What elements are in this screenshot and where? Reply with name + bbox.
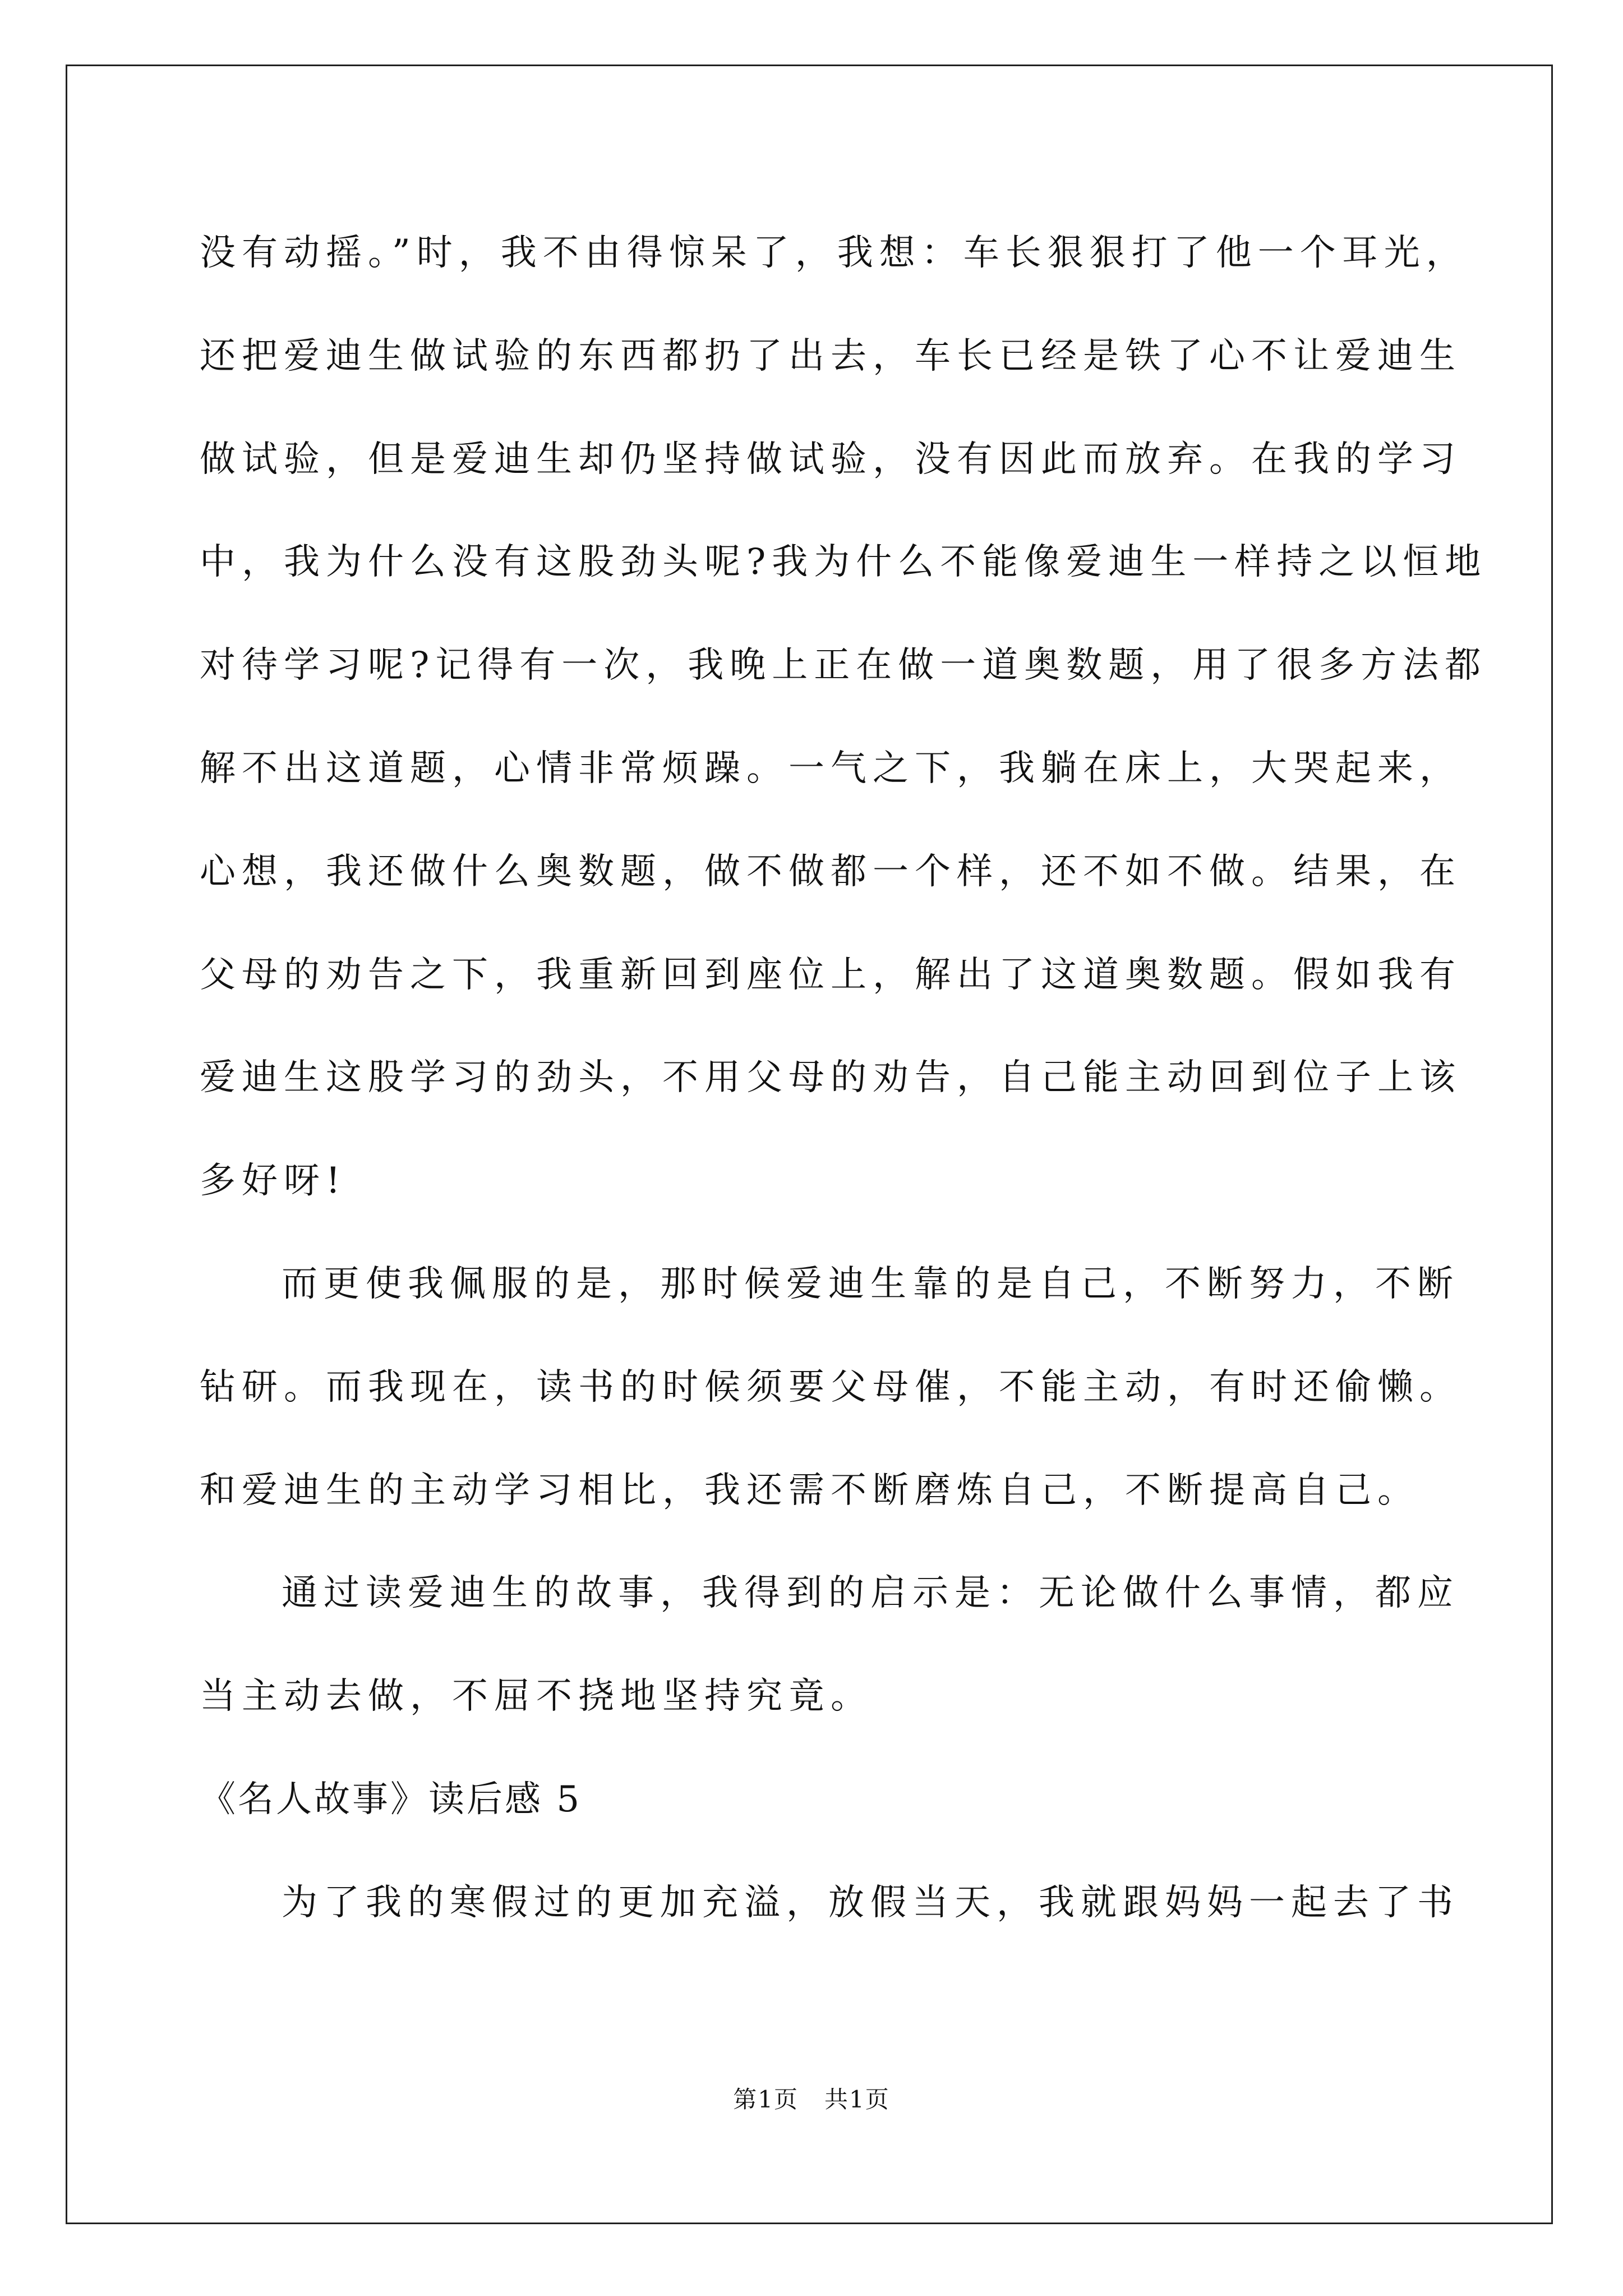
paragraph-line-2: 钻研。而我现在，读书的时候须要父母催，不能主动，有时还偷懒。 xyxy=(200,1366,1461,1408)
body-line-10: 多好呀! xyxy=(200,1160,347,1202)
body-line-6: 解不出这道题，心情非常烦躁。一气之下，我躺在床上，大哭起来， xyxy=(200,748,1461,789)
body-line-9: 爱迪生这股学习的劲头，不用父母的劝告，自己能主动回到位子上该 xyxy=(200,1057,1461,1098)
body-line-4: 中，我为什么没有这股劲头呢?我为什么不能像爱迪生一样持之以恒地 xyxy=(200,541,1487,583)
page-footer: 第1页 共1页 xyxy=(733,2086,890,2113)
paragraph-line-3: 和爱迪生的主动学习相比，我还需不断磨炼自己，不断提高自己。 xyxy=(200,1470,1419,1511)
body-line-7: 心想，我还做什么奥数题，做不做都一个样，还不如不做。结果，在 xyxy=(200,851,1461,892)
body-line-3: 做试验，但是爱迪生却仍坚持做试验，没有因此而放弃。在我的学习 xyxy=(200,439,1461,480)
paragraph-line-5: 当主动去做，不屈不挠地坚持究竟。 xyxy=(200,1676,873,1717)
paragraph-line-1: 而更使我佩服的是，那时候爱迪生靠的是自己，不断努力，不断 xyxy=(282,1263,1459,1305)
body-line-2: 还把爱迪生做试验的东西都扔了出去，车长已经是铁了心不让爱迪生 xyxy=(200,335,1461,377)
paragraph-line-6: 为了我的寒假过的更加充溢，放假当天，我就跟妈妈一起去了书 xyxy=(282,1882,1459,1924)
body-line-5: 对待学习呢?记得有一次，我晚上正在做一道奥数题，用了很多方法都 xyxy=(200,645,1487,686)
body-line-1: 没有动摇。”时，我不由得惊呆了，我想：车长狠狠打了他一个耳光， xyxy=(200,232,1468,274)
paragraph-line-4: 通过读爱迪生的故事，我得到的启示是：无论做什么事情，都应 xyxy=(282,1572,1459,1614)
body-line-8: 父母的劝告之下，我重新回到座位上，解出了这道奥数题。假如我有 xyxy=(200,954,1461,996)
section-heading: 《名人故事》读后感 5 xyxy=(200,1779,582,1820)
